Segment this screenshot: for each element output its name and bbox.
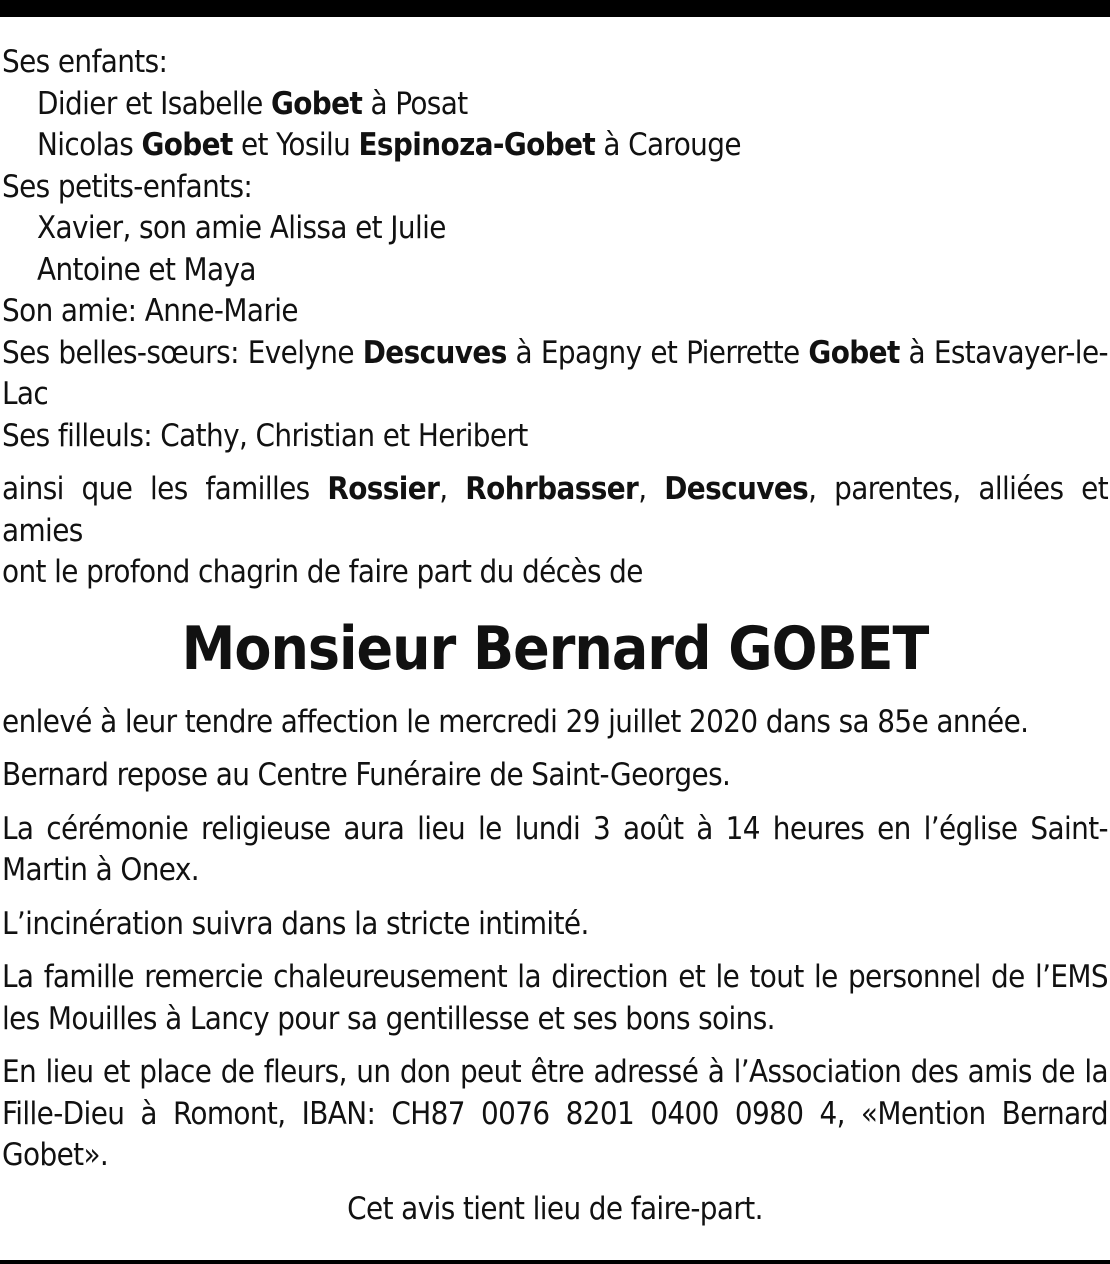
paragraph-donation: En lieu et place de fleurs, un don peut être adressé à l’Association des amis de la Fille-Dieu à Romont, IBAN: CH87 0076 8201 0400 0980 4, «Mention Bernard Gobet». <box>2 1054 1108 1173</box>
godchildren-line: Ses filleuls: Cathy, Christian et Heribert <box>2 417 528 454</box>
children-label: Ses enfants: <box>2 44 168 80</box>
paragraph-thanks: La famille remercie chaleureusement la direction et le tout le personnel de l’EMS les Mouilles à Lancy pour sa gentillesse et ses bons soins. <box>2 959 1108 1037</box>
notice-body <box>2 42 1108 1230</box>
bottom-rule <box>0 1260 1110 1264</box>
grandchildren-line-2: Antoine et Maya <box>37 251 256 288</box>
paragraph-passing: enlevé à leur tendre affection le mercredi 29 juillet 2020 dans sa 85e année. <box>2 703 1029 740</box>
sisters-in-law-line: Ses belles-sœurs: Evelyne Descuves à Epagny et Pierrette Gobet à Estavayer-le-Lac <box>2 334 1108 412</box>
friend-line: Son amie: Anne-Marie <box>2 293 298 329</box>
top-rule <box>0 0 1110 17</box>
paragraph-ceremony: La cérémonie religieuse aura lieu le lundi 3 août à 14 heures en l’église Saint-Martin à Onex. <box>2 810 1108 888</box>
children-line-1: Didier et Isabelle Gobet à Posat <box>37 85 468 122</box>
families-line: ainsi que les familles Rossier, Rohrbasser, Descuves, parentes, alliées et amies <box>2 471 1109 549</box>
children-line-2: Nicolas Gobet et Yosilu Espinoza-Gobet à Carouge <box>37 127 741 163</box>
closing-line: Cet avis tient lieu de faire-part. <box>347 1190 763 1227</box>
paragraph-cremation: L’incinération suivra dans la stricte intimité. <box>2 905 589 942</box>
paragraph-funeral-home: Bernard repose au Centre Funéraire de Saint-Georges. <box>2 757 731 793</box>
announcement-line: ont le profond chagrin de faire part du décès de <box>2 554 643 590</box>
grandchildren-line-1: Xavier, son amie Alissa et Julie <box>37 210 446 246</box>
deceased-name: Monsieur Bernard GOBET <box>181 613 929 684</box>
grandchildren-label: Ses petits-enfants: <box>2 168 253 205</box>
